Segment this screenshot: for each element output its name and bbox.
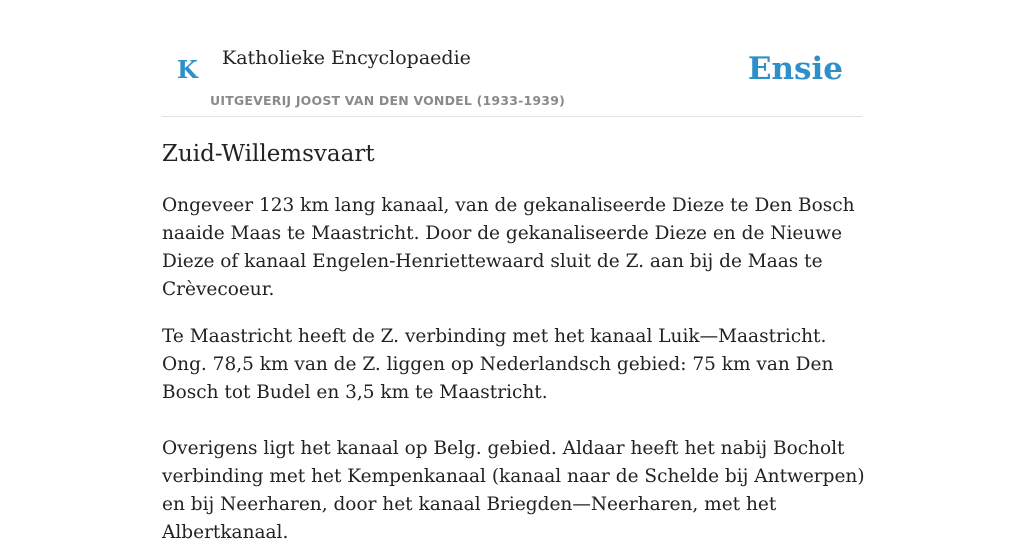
article-paragraph-2: Te Maastricht heeft de Z. verbinding met het kanaal Luik—Maastricht. Ong. 78,5 km van de Z. liggen op Nederlandsch gebied: 75 km van Den Bosch tot Budel en 3,5 km te Maastricht.: [162, 326, 834, 403]
article: [162, 138, 867, 547]
publisher-subtitle: UITGEVERIJ JOOST VAN DEN VONDEL (1933-1939): [210, 93, 566, 108]
article-paragraph-3: Overigens ligt het kanaal op Belg. gebied. Aldaar heeft het nabij Bocholt verbinding met het Kempenkanaal (kanaal naar de Schelde bij Antwerpen) en bij Neerharen, door het kanaal Briegden—Neerharen, met het Albertkanaal.: [162, 438, 865, 543]
article-paragraph-1: Ongeveer 123 km lang kanaal, van de gekanaliseerde Dieze te Den Bosch naaide Maas te Maastricht. Door de gekanaliseerde Dieze en de Nieuwe Dieze of kanaal Engelen-Henriettewaard sluit de Z. aan bij de Maas te Crèvecoeur.: [162, 195, 855, 300]
publication-title-link[interactable]: Katholieke Encyclopaedie: [222, 47, 471, 69]
article-title: Zuid-Willemsvaart: [162, 141, 375, 167]
site-header: [162, 0, 862, 117]
publication-logo-icon[interactable]: K: [177, 55, 198, 84]
ensie-logo-link[interactable]: Ensie: [747, 51, 843, 87]
